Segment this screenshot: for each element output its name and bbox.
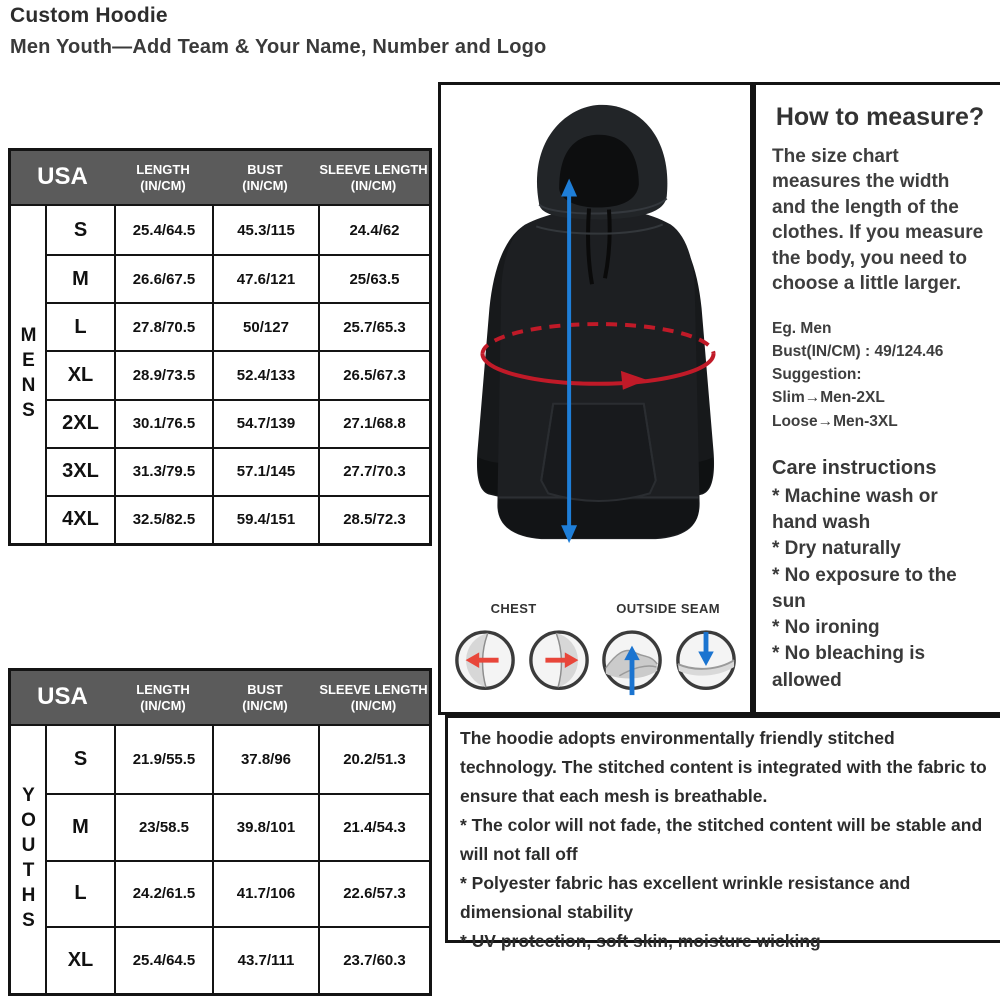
example-line: Loose→Men-3XL — [772, 412, 898, 430]
length-value-cell: 25.4/64.5 — [114, 206, 212, 254]
care-item: * No bleaching is allowed — [772, 643, 926, 691]
fabric-note-line: * Polyester fabric has excellent wrinkle resistance and dimensional stability — [460, 873, 911, 922]
mens-table-header — [11, 151, 429, 206]
measure-intro: The size chart measures the width and the length of the clothes. If you measure the body, you need to choose a little larger. — [772, 146, 984, 295]
column-header-bust: BUST (IN/CM) — [242, 162, 288, 193]
chest-measure-left-icon — [453, 625, 517, 707]
sleeve-value-cell: 28.5/72.3 — [318, 495, 429, 543]
care-item: * No ironing — [772, 617, 880, 639]
column-header-sleeve: SLEEVE LENGTH (IN/CM) — [319, 162, 428, 193]
youths-size-table — [8, 668, 432, 996]
length-value-cell: 24.2/61.5 — [114, 860, 212, 927]
fabric-note-line: * UV protection, soft skin, moisture wicking — [460, 931, 821, 951]
sleeve-value-cell: 21.4/54.3 — [318, 793, 429, 860]
bust-value-cell: 39.8/101 — [212, 793, 318, 860]
column-header-length: LENGTH (IN/CM) — [136, 682, 190, 713]
sleeve-value-cell: 22.6/57.3 — [318, 860, 429, 927]
care-list — [772, 484, 988, 694]
bust-value-cell: 54.7/139 — [212, 399, 318, 447]
size-label-cell: M — [47, 254, 114, 302]
example-line: Bust(IN/CM) : 49/124.46 — [772, 342, 944, 360]
mens-group-label: MENS — [11, 206, 47, 543]
sleeve-value-cell: 27.7/70.3 — [318, 447, 429, 495]
example-line: Eg. Men — [772, 319, 832, 337]
size-label-cell: L — [47, 302, 114, 350]
youths-group-label: YOUTHS — [11, 726, 47, 993]
hoodie-photo — [441, 87, 750, 585]
length-value-cell: 21.9/55.5 — [114, 726, 212, 793]
title-block — [10, 4, 546, 59]
sleeve-value-cell: 20.2/51.3 — [318, 726, 429, 793]
outside-seam-down-icon — [674, 625, 738, 707]
length-value-cell: 23/58.5 — [114, 793, 212, 860]
care-item: * No exposure to the sun — [772, 564, 957, 612]
hoodie-diagram-panel — [438, 82, 753, 715]
fabric-note-line: The hoodie adopts environmentally friendly stitched technology. The stitched content is integrated with the fabric to ensure that each mesh is breathable. — [460, 728, 987, 806]
outside-seam-label: OUTSIDE SEAM — [616, 601, 720, 616]
how-to-measure-panel — [753, 82, 1000, 715]
care-item: * Dry naturally — [772, 538, 901, 560]
youths-table-header — [11, 671, 429, 726]
sleeve-value-cell: 27.1/68.8 — [318, 399, 429, 447]
column-header-bust: BUST (IN/CM) — [242, 682, 288, 713]
outside-seam-up-icon — [600, 625, 664, 707]
length-value-cell: 27.8/70.5 — [114, 302, 212, 350]
bust-value-cell: 41.7/106 — [212, 860, 318, 927]
care-heading: Care instructions — [772, 456, 937, 479]
care-item: * Machine wash or hand wash — [772, 485, 938, 534]
length-value-cell: 26.6/67.5 — [114, 254, 212, 302]
fabric-note-panel — [445, 715, 1000, 951]
size-label-cell: S — [73, 218, 88, 241]
column-header-length: LENGTH (IN/CM) — [136, 162, 190, 193]
length-value-cell: 28.9/73.5 — [114, 350, 212, 398]
sleeve-value-cell: 26.5/67.3 — [318, 350, 429, 398]
chest-measure-right-icon — [527, 625, 591, 707]
sleeve-value-cell: 24.4/62 — [318, 206, 429, 254]
size-example-block — [772, 317, 988, 433]
bust-value-cell: 43.7/111 — [212, 926, 318, 993]
bust-value-cell: 57.1/145 — [212, 447, 318, 495]
size-label-cell: 3XL — [47, 447, 114, 495]
fabric-note-line: * The color will not fade, the stitched content will be stable and will not fall off — [460, 815, 983, 864]
sleeve-value-cell: 25.7/65.3 — [318, 302, 429, 350]
mens-table-rows — [47, 206, 429, 543]
sleeve-value-cell: 23.7/60.3 — [318, 926, 429, 993]
chest-label: CHEST — [490, 601, 537, 616]
length-value-cell: 32.5/82.5 — [114, 495, 212, 543]
example-line: Slim→Men-2XL — [772, 389, 885, 407]
size-label-cell: XL — [47, 926, 114, 993]
page-title: Custom Hoodie — [10, 4, 168, 27]
example-line: Suggestion: — [772, 366, 862, 384]
mens-size-table — [8, 148, 432, 546]
bust-value-cell: 50/127 — [212, 302, 318, 350]
size-label-cell: 4XL — [47, 495, 114, 543]
sleeve-value-cell: 25/63.5 — [318, 254, 429, 302]
bust-value-cell: 37.8/96 — [212, 726, 318, 793]
bust-value-cell: 45.3/115 — [212, 206, 318, 254]
size-label-cell: S — [73, 747, 88, 770]
size-label-cell: L — [47, 860, 114, 927]
column-header-sleeve: SLEEVE LENGTH (IN/CM) — [319, 682, 428, 713]
length-value-cell: 31.3/79.5 — [114, 447, 212, 495]
size-label-cell: XL — [47, 350, 114, 398]
length-value-cell: 30.1/76.5 — [114, 399, 212, 447]
size-label-cell: 2XL — [47, 399, 114, 447]
bust-value-cell: 59.4/151 — [212, 495, 318, 543]
column-header-usa: USA — [37, 163, 88, 191]
page-subtitle: Men Youth—Add Team & Your Name, Number and Logo — [10, 36, 547, 58]
bust-value-cell: 52.4/133 — [212, 350, 318, 398]
column-header-usa: USA — [37, 683, 88, 711]
length-value-cell: 25.4/64.5 — [114, 926, 212, 993]
youths-table-rows — [47, 726, 429, 993]
hoodie-pocket — [541, 404, 656, 501]
measure-heading: How to measure? — [775, 103, 985, 131]
bust-value-cell: 47.6/121 — [212, 254, 318, 302]
size-label-cell: M — [47, 793, 114, 860]
